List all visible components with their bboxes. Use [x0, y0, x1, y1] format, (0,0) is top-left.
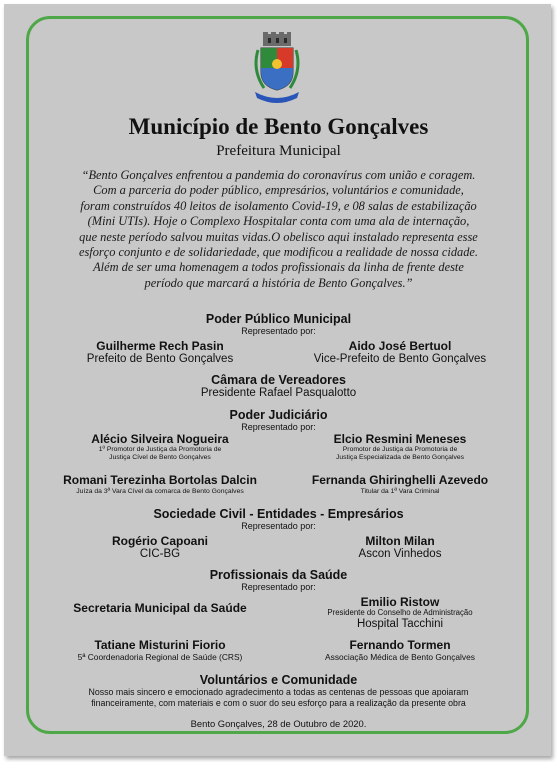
section-heading-sociedade: Sociedade Civil - Entidades - Empresários — [153, 507, 404, 521]
dedication-quote — [46, 168, 511, 291]
section-heading-saude: Profissionais da Saúde — [209, 568, 348, 582]
emilio-role: Presidente do Conselho de Administração — [327, 608, 473, 617]
role-line: Promotor de Justiça da Promotoria de — [342, 446, 458, 453]
fernando-role: Associação Médica de Bento Gonçalves — [325, 652, 475, 662]
sociedade-left-name: Rogério Capoani — [111, 534, 208, 548]
role-line: 1º Promotor de Justiça da Promotoria de — [98, 446, 222, 453]
mayor-role: Prefeito de Bento Gonçalves — [86, 353, 234, 365]
sociedade-right-name: Milton Milan — [365, 534, 435, 548]
section-heading-camara: Câmara de Vereadores — [211, 373, 346, 387]
quote-line: Com a parceria do poder público, empresários, voluntários e comunidade, — [93, 183, 464, 198]
coat-of-arms-icon — [252, 32, 302, 104]
tatiane-name: Tatiane Misturini Fiorio — [94, 638, 226, 652]
vice-mayor-role: Vice-Prefeito de Bento Gonçalves — [313, 353, 487, 365]
quote-line: foram construídos 40 leitos de isolamento Covid-19, e 08 salas de estabilização — [80, 198, 477, 213]
fernando-name: Fernando Tormen — [349, 638, 451, 652]
secretaria-saude-name: Secretaria Municipal da Saúde — [73, 601, 247, 615]
represented-by-label: Representado por: — [241, 326, 316, 336]
quote-line: Além de ser uma homenagem a todos profissionais da linha de frente deste — [93, 260, 464, 275]
judiciary-person-2-role — [280, 446, 520, 462]
represented-by-label: Representado por: — [241, 582, 316, 592]
page-subtitle: Prefeitura Municipal — [216, 143, 341, 159]
judiciary-person-1-name: Alécio Silveira Nogueira — [91, 432, 229, 446]
camara-president: Presidente Rafael Pasqualotto — [200, 387, 357, 399]
section-heading-poder-publico: Poder Público Municipal — [205, 312, 352, 326]
hospital-name: Hospital Tacchini — [356, 618, 444, 630]
represented-by-label: Representado por: — [241, 521, 316, 531]
role-line: Justiça Especializada de Bento Gonçalves — [335, 454, 465, 461]
judiciary-person-3-role: Juíza da 3ª Vara Cível da comarca de Bento Gonçalves — [76, 488, 244, 495]
section-heading-judiciario: Poder Judiciário — [229, 408, 328, 422]
voluntarios-line-1: Nosso mais sincero e emocionado agradecimento a todas as centenas de pessoas que apoiaram — [88, 687, 469, 697]
footer-date: Bento Gonçalves, 28 de Outubro de 2020. — [190, 718, 367, 729]
quote-line: (Mini UTIs). Hoje o Complexo Hospitalar conta com uma ala de internação, — [87, 214, 470, 229]
tatiane-role: 5ª Coordenadoria Regional de Saúde (CRS) — [77, 652, 243, 662]
quote-line: que neste período salvou muitas vidas.O obelisco aqui instalado representa esse — [79, 229, 478, 244]
quote-line: “Bento Gonçalves enfrentou a pandemia do coronavírus com união e coragem. — [81, 168, 476, 182]
judiciary-person-3-name: Romani Terezinha Bortolas Dalcin — [63, 473, 257, 487]
judiciary-person-1-role — [40, 446, 280, 462]
represented-by-label: Representado por: — [241, 422, 316, 432]
judiciary-person-4-name: Fernanda Ghiringhelli Azevedo — [311, 473, 489, 487]
judiciary-person-4-role: Titular da 1ª Vara Criminal — [360, 488, 440, 495]
sociedade-right-role: Ascon Vinhedos — [358, 548, 442, 560]
quote-line: esforço conjunto e de solidariedade, que modificou a realidade de nossa cidade. — [78, 245, 479, 260]
voluntarios-line-2: financeiramente, com materiais e com o suor do seu esforço para a realização da presente obra — [91, 698, 466, 708]
quote-line: período que marcará a história de Bento Gonçalves.” — [144, 275, 413, 290]
judiciary-person-2-name: Elcio Resmini Meneses — [333, 432, 467, 446]
section-heading-voluntarios: Voluntários e Comunidade — [199, 673, 358, 687]
sociedade-left-role: CIC-BG — [139, 548, 181, 560]
mayor-name: Guilherme Rech Pasin — [96, 339, 224, 353]
emilio-name: Emilio Ristow — [360, 595, 440, 609]
role-line: Justiça Cível de Bento Gonçalves — [109, 454, 211, 461]
page-title: Município de Bento Gonçalves — [128, 114, 429, 139]
vice-mayor-name: Aido José Bertuol — [348, 339, 452, 353]
